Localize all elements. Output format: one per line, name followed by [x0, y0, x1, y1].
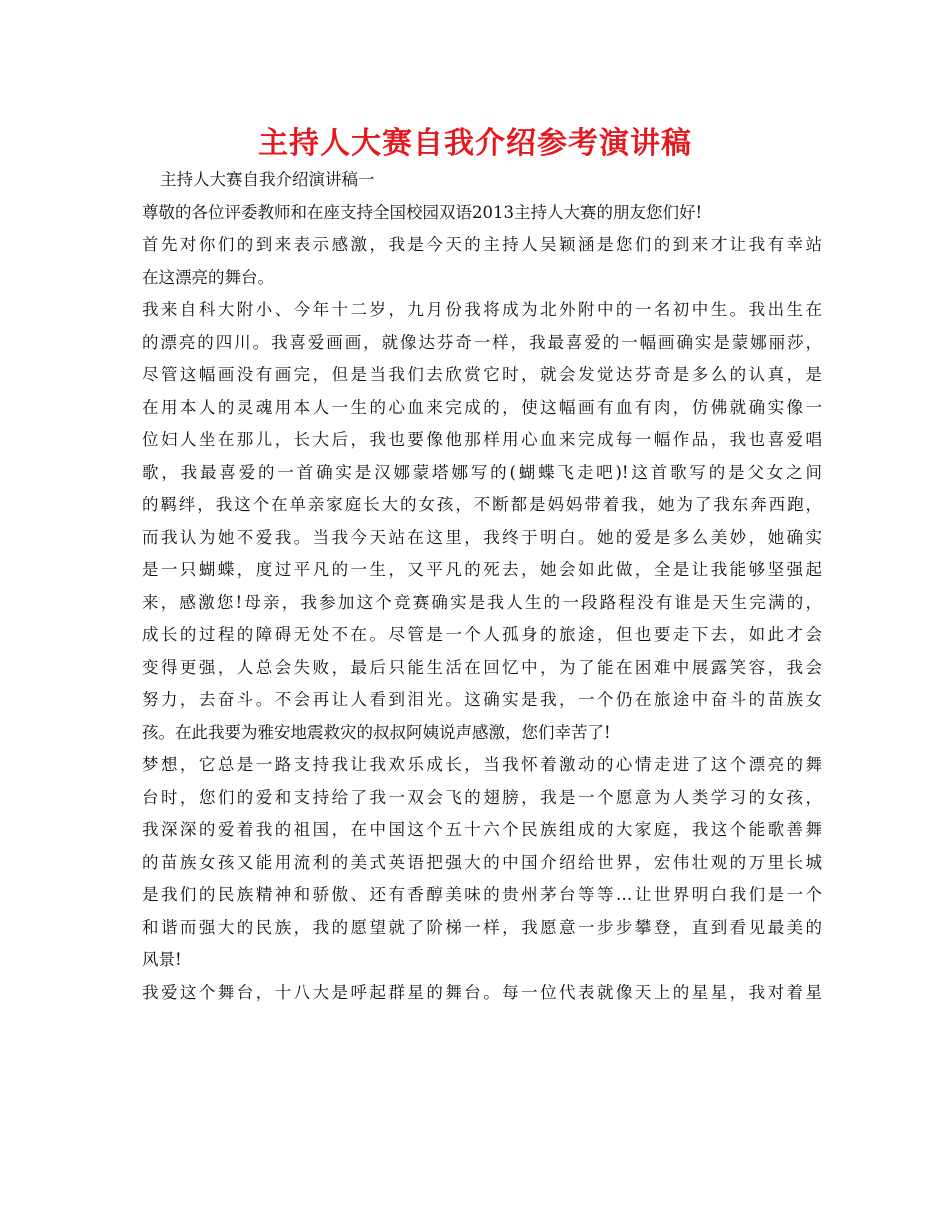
text-line: 和谐而强大的民族，我的愿望就了阶梯一样，我愿意一步步攀登，直到看见最美的: [142, 917, 822, 937]
text-line: 我来自科大附小、今年十二岁，九月份我将成为北外附中的一名初中生。我出生在: [142, 300, 822, 319]
text-line: 风景!: [142, 950, 182, 969]
text-line: 梦想，它总是一路支持我让我欢乐成长，当我怀着激动的心情走进了这个漂亮的舞: [142, 755, 822, 774]
text-line: 我爱这个舞台，十八大是呼起群星的舞台。每一位代表就像天上的星星，我对着星: [142, 982, 822, 1002]
text-line: 努力，去奋斗。不会再让人看到泪光。这确实是我，一个仍在旅途中奋斗的苗族女: [142, 690, 822, 709]
text-line: 尊敬的各位评委教师和在座支持全国校园双语2013主持人大赛的朋友您们好!: [142, 202, 703, 222]
document-title: 主持人大赛自我介绍参考演讲稿: [258, 126, 692, 161]
text-line: 位妇人坐在那儿，长大后，我也要像他那样用心血来完成每一幅作品，我也喜爱唱: [142, 430, 822, 449]
document-body: [142, 164, 822, 1009]
text-line: 的羁绊，我这个在单亲家庭长大的女孩，不断都是妈妈带着我，她为了我东奔西跑，: [142, 495, 822, 514]
text-line: 成长的过程的障碍无处不在。尽管是一个人孤身的旅途，但也要走下去，如此才会: [142, 625, 822, 644]
text-line: 是一只蝴蝶，度过平凡的一生，又平凡的死去，她会如此做，全是让我能够坚强起: [142, 560, 822, 579]
text-line: 的苗族女孩又能用流利的美式英语把强大的中国介绍给世界，宏伟壮观的万里长城: [142, 852, 822, 872]
text-line: 是我们的民族精神和骄傲、还有香醇美味的贵州茅台等等…让世界明白我们是一个: [142, 885, 822, 904]
text-line: 台时，您们的爱和支持给了我一双会飞的翅膀，我是一个愿意为人类学习的女孩，: [142, 787, 822, 807]
text-line: 在这漂亮的舞台。: [142, 267, 274, 287]
text-line: 歌，我最喜爱的一首确实是汉娜蒙塔娜写的(蝴蝶飞走吧)!这首歌写的是父女之间: [142, 462, 822, 482]
text-line: 孩。在此我要为雅安地震救灾的叔叔阿姨说声感激，您们幸苦了!: [142, 722, 611, 742]
subtitle-line: 主持人大赛自我介绍演讲稿一: [160, 170, 375, 189]
text-line: 尽管这幅画没有画完，但是当我们去欣赏它时，就会发觉达芬奇是多么的认真，是: [142, 365, 822, 384]
text-line: 来，感激您!母亲，我参加这个竞赛确实是我人生的一段路程没有谁是天生完满的，: [142, 592, 822, 612]
text-line: 在用本人的灵魂用本人一生的心血来完成的，使这幅画有血有肉，仿佛就确实像一: [142, 397, 822, 417]
text-line: 变得更强，人总会失败，最后只能生活在回忆中，为了能在困难中展露笑容，我会: [142, 657, 822, 677]
text-line: 的漂亮的四川。我喜爱画画，就像达芬奇一样，我最喜爱的一幅画确实是蒙娜丽莎，: [142, 332, 822, 352]
text-line: 我深深的爱着我的祖国，在中国这个五十六个民族组成的大家庭，我这个能歌善舞: [142, 820, 822, 839]
text-line: 而我认为她不爱我。当我今天站在这里，我终于明白。她的爱是多么美妙，她确实: [142, 527, 822, 547]
text-line: 首先对你们的到来表示感激，我是今天的主持人吴颖涵是您们的到来才让我有幸站: [142, 235, 822, 254]
